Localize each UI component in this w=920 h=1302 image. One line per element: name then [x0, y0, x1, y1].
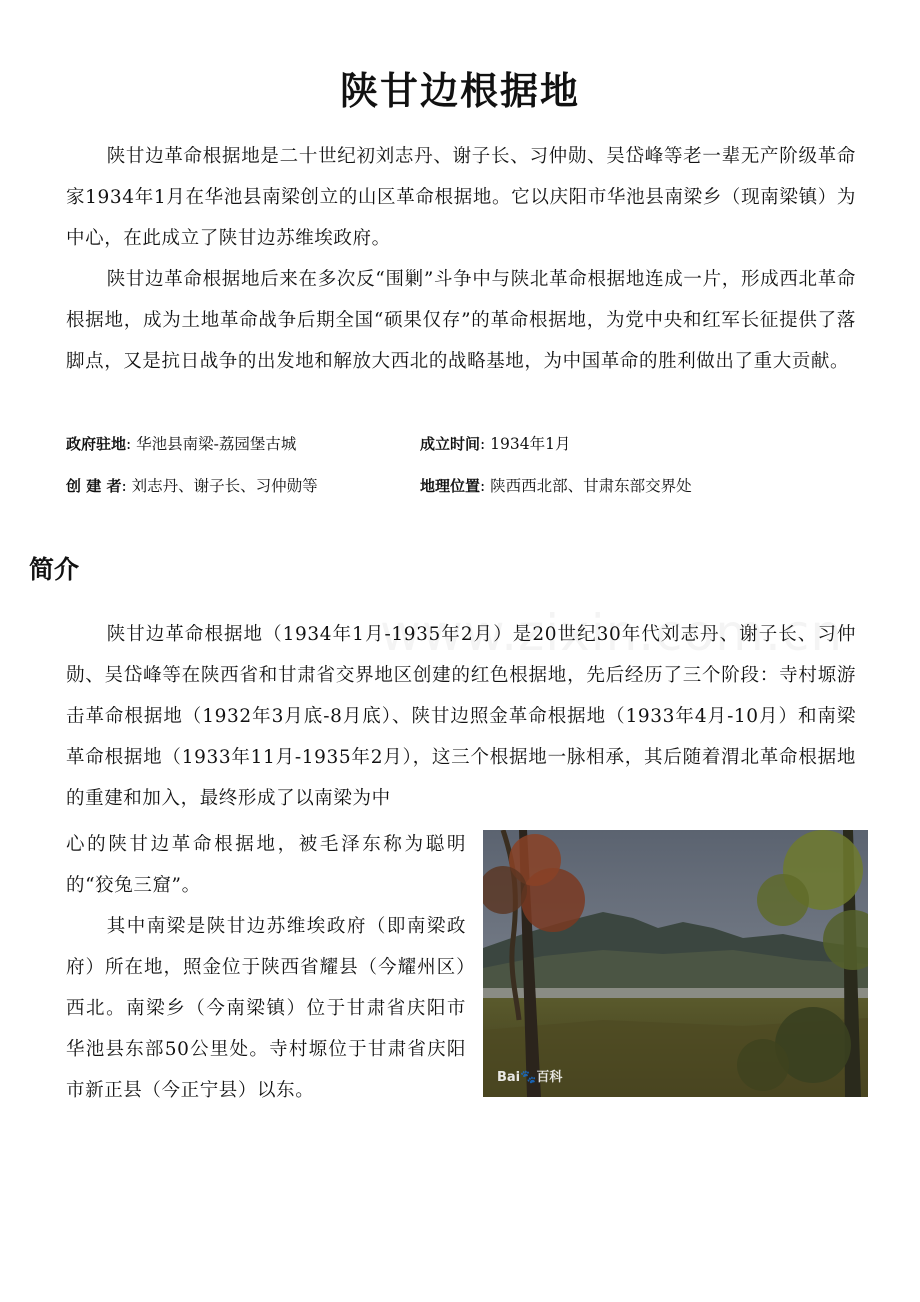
landscape-illustration — [483, 830, 868, 1097]
founders-value: 刘志丹、谢子长、习仲勋等 — [131, 477, 318, 495]
landscape-photo — [483, 830, 868, 1097]
intro-text — [66, 136, 856, 382]
intro-paragraph-2: 陕甘边革命根据地后来在多次反“围剿”斗争中与陕北革命根据地连成一片，形成西北革命根据地，成为土地革命战争后期全国“硕果仅存”的革命根据地，为党中央和红军长征提供了落脚点，又是抗日战争的出发地和解放大西北的战略基地，为中国革命的胜利做出了重大贡献。 — [66, 269, 856, 372]
section-paragraph-1 — [66, 614, 856, 819]
location-separator: : — [480, 477, 491, 495]
section-paragraph-2: 其中南梁是陕甘边苏维埃政府（即南梁政府）所在地，照金位于陕西省耀县（今耀州区）西北。南梁乡（今南梁镇）位于甘肃省庆阳市华池县东部50公里处。寺村塬位于甘肃省庆阳市新正县（今正宁县）以东。 — [66, 916, 466, 1101]
location-label: 地理位置 — [420, 477, 481, 495]
section-heading: 简介 — [29, 555, 80, 584]
section-wrap-text — [66, 824, 466, 1111]
seat-field — [66, 432, 296, 456]
photo-logo: Bai🐾百科 — [497, 1070, 563, 1085]
founders-field — [66, 474, 318, 498]
location-value: 陕西西北部、甘肃东部交界处 — [490, 477, 692, 495]
infobox-row-1 — [66, 432, 856, 456]
section-paragraph-1-wrap: 心的陕甘边革命根据地，被毛泽东称为聪明的“狡兔三窟”。 — [66, 834, 466, 896]
location-field — [420, 474, 692, 498]
founders-label: 创 建 者 — [66, 477, 122, 495]
infobox-row-2 — [66, 474, 856, 498]
section-paragraph-1-text: 陕甘边革命根据地（1934年1月-1935年2月）是20世纪30年代刘志丹、谢子长、习仲勋、吴岱峰等在陕西省和甘肃省交界地区创建的红色根据地，先后经历了三个阶段：寺村塬游击革命根据地（1932年3月底-8月底）、陕甘边照金革命根据地（1933年4月-10月）和南梁革命根据地（1933年11月-1935年2月），这三个根据地一脉相承，其后随着渭北革命根据地的重建和加入，最终形成了以南梁为中 — [66, 624, 856, 809]
seat-label: 政府驻地 — [66, 435, 127, 453]
founded-field — [420, 432, 570, 456]
founded-value: 1934年1月 — [490, 435, 571, 453]
founded-separator: : — [480, 435, 491, 453]
founded-label: 成立时间 — [420, 435, 481, 453]
seat-separator: : — [126, 435, 137, 453]
seat-value: 华池县南梁-荔园堡古城 — [136, 435, 297, 453]
founders-separator: : — [121, 477, 132, 495]
intro-paragraph-1: 陕甘边革命根据地是二十世纪初刘志丹、谢子长、习仲勋、吴岱峰等老一辈无产阶级革命家1934年1月在华池县南梁创立的山区革命根据地。它以庆阳市华池县南梁乡（现南梁镇）为中心，在此成立了陕甘边苏维埃政府。 — [66, 146, 856, 249]
page-title: 陕甘边根据地 — [339, 69, 580, 113]
